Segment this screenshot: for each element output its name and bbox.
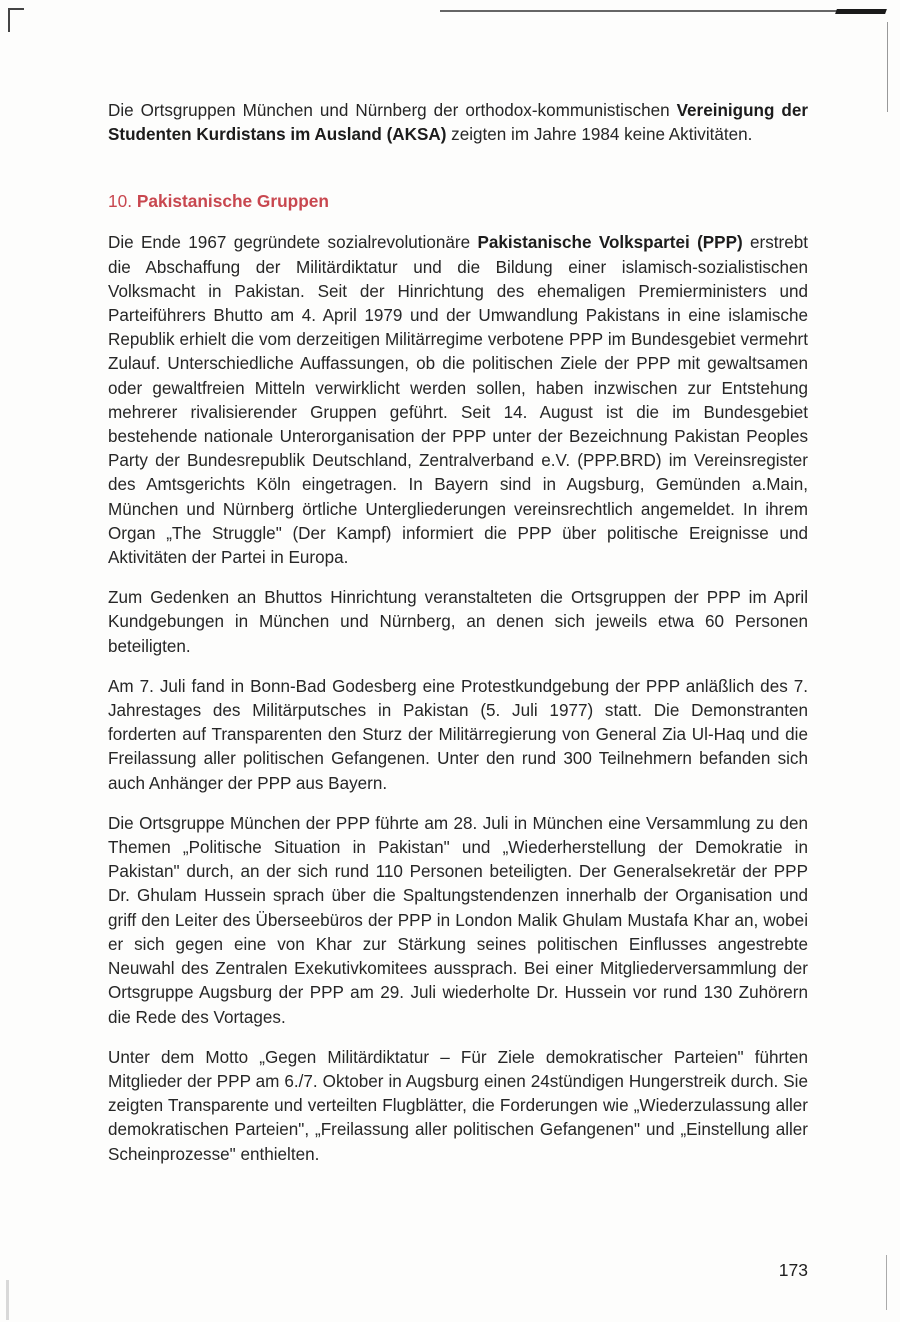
scan-right-edge xyxy=(887,22,888,112)
p1-text-1: Die Ende 1967 gegründete sozialrevolutionäre xyxy=(108,233,478,253)
section-number: 10. xyxy=(108,191,133,212)
p1-text-2: erstrebt die Abschaffung der Militärdiktatur und die Bildung einer islamisch-sozialistischen Volksmacht in Pakistan. Seit der Hinrichtung des ehemaligen Premierministers und Parteiführers Bhutto am 4. April 1979 und der Umwandlung Pakistans in eine islamische Republik erhielt die vom derzeitigen Militärregime verbotene PPP im Bundesgebiet vermehrt Zulauf. Unterschiedliche Auffassungen, ob die politischen Ziele der PPP mit gewaltsamen oder gewaltfreien Mitteln verwirklicht werden sollen, haben inzwischen zur Entstehung mehrerer rivalisierender Gruppen geführt. Seit 14. August ist die im Bundesgebiet bestehende nationale Unterorganisation der PPP unter der Bezeichnung Pakistan Peoples Party der Bundesrepublik Deutschland, Zentralverband e.V. (PPP.BRD) im Vereinsregister des Amtsgerichts Köln eingetragen. In Bayern sind in Augsburg, Gemünden a.Main, München und Nürnberg örtliche Untergliederungen vereinsrechtlich angemeldet. In ihrem Organ „The Struggle" (Der Kampf) informiert die PPP über politische Ereignisse und Aktivitäten der Partei in Europa. xyxy=(108,233,809,568)
paragraph-munich-meeting: Die Ortsgruppe München der PPP führte am 28. Juli in München eine Versammlung zu den Themen „Politische Situation in Pakistan" und „Wiederherstellung der Demokratie in Pakistan" durch, an der sich rund 110 Personen beteiligten. Der Generalsekretär der PPP Dr. Ghulam Hussein sprach über die Spaltungstendenzen innerhalb der Organisation und griff den Leiter des Überseebüros der PPP in London Malik Ghulam Mustafa Khar an, wobei er sich gegen eine von Khar zur Stärkung seines politischen Einflusses angestrebte Neuwahl des Zentralen Exekutivkomitees aussprach. Bei einer Mitgliederversammlung der Ortsgruppe Augsburg der PPP am 29. Juli wiederholte Dr. Hussein vor rund 130 Zuhörern die Rede des Vortages. xyxy=(108,813,808,1027)
section-title: Pakistanische Gruppen xyxy=(136,191,329,212)
paragraph-bonn-protest: Am 7. Juli fand in Bonn-Bad Godesberg eine Protestkundgebung der PPP anläßlich des 7. Jahrestages des Militärputsches in Pakistan (5. Juli 1977) statt. Die Demonstranten forderten auf Transparenten den Sturz der Militärregierung von General Zia Ul-Haq und die Freilassung aller politischen Gefangenen. Unter den rund 300 Teilnehmern befanden sich auch Anhänger der PPP aus Bayern. xyxy=(108,676,808,793)
page-number: 173 xyxy=(778,1260,808,1280)
intro-paragraph xyxy=(108,99,808,147)
scan-right-edge-lower xyxy=(886,1255,887,1310)
scan-left-edge-lower xyxy=(6,1280,9,1320)
intro-bold-org: Vereinigung der Studenten Kurdistans im Ausland (AKSA) xyxy=(108,101,808,145)
page-body xyxy=(108,99,808,1167)
section-heading xyxy=(108,189,808,213)
paragraph-hunger-strike: Unter dem Motto „Gegen Militärdiktatur – Für Ziele demokratischer Parteien" führten Mitglieder der PPP am 6./7. Oktober in Augsburg einen 24stündigen Hungerstreik durch. Sie zeigten Transparente und verteilten Flugblätter, die Forderungen wie „Wiederzulassung aller demokratischen Parteien", „Freilassung aller politischen Gefangenen" und „Einstellung aller Scheinprozesse" enthielten. xyxy=(108,1047,808,1164)
scan-corner-mark xyxy=(8,8,24,32)
p1-bold-party: Pakistanische Volkspartei (PPP) xyxy=(477,233,743,253)
intro-text-2: zeigten im Jahre 1984 keine Aktivitäten. xyxy=(446,125,753,145)
paragraph-ppp-overview xyxy=(108,231,808,570)
intro-text-1: Die Ortsgruppen München und Nürnberg der orthodox-kommunistischen xyxy=(108,101,677,120)
paragraph-bhutto-memorial: Zum Gedenken an Bhuttos Hinrichtung veranstalteten die Ortsgruppen der PPP im April Kundgebungen in München und Nürnberg, an denen sich jeweils etwa 60 Personen beteiligten. xyxy=(108,588,808,656)
scan-top-right-mark xyxy=(835,9,887,14)
scan-top-edge xyxy=(440,10,882,12)
